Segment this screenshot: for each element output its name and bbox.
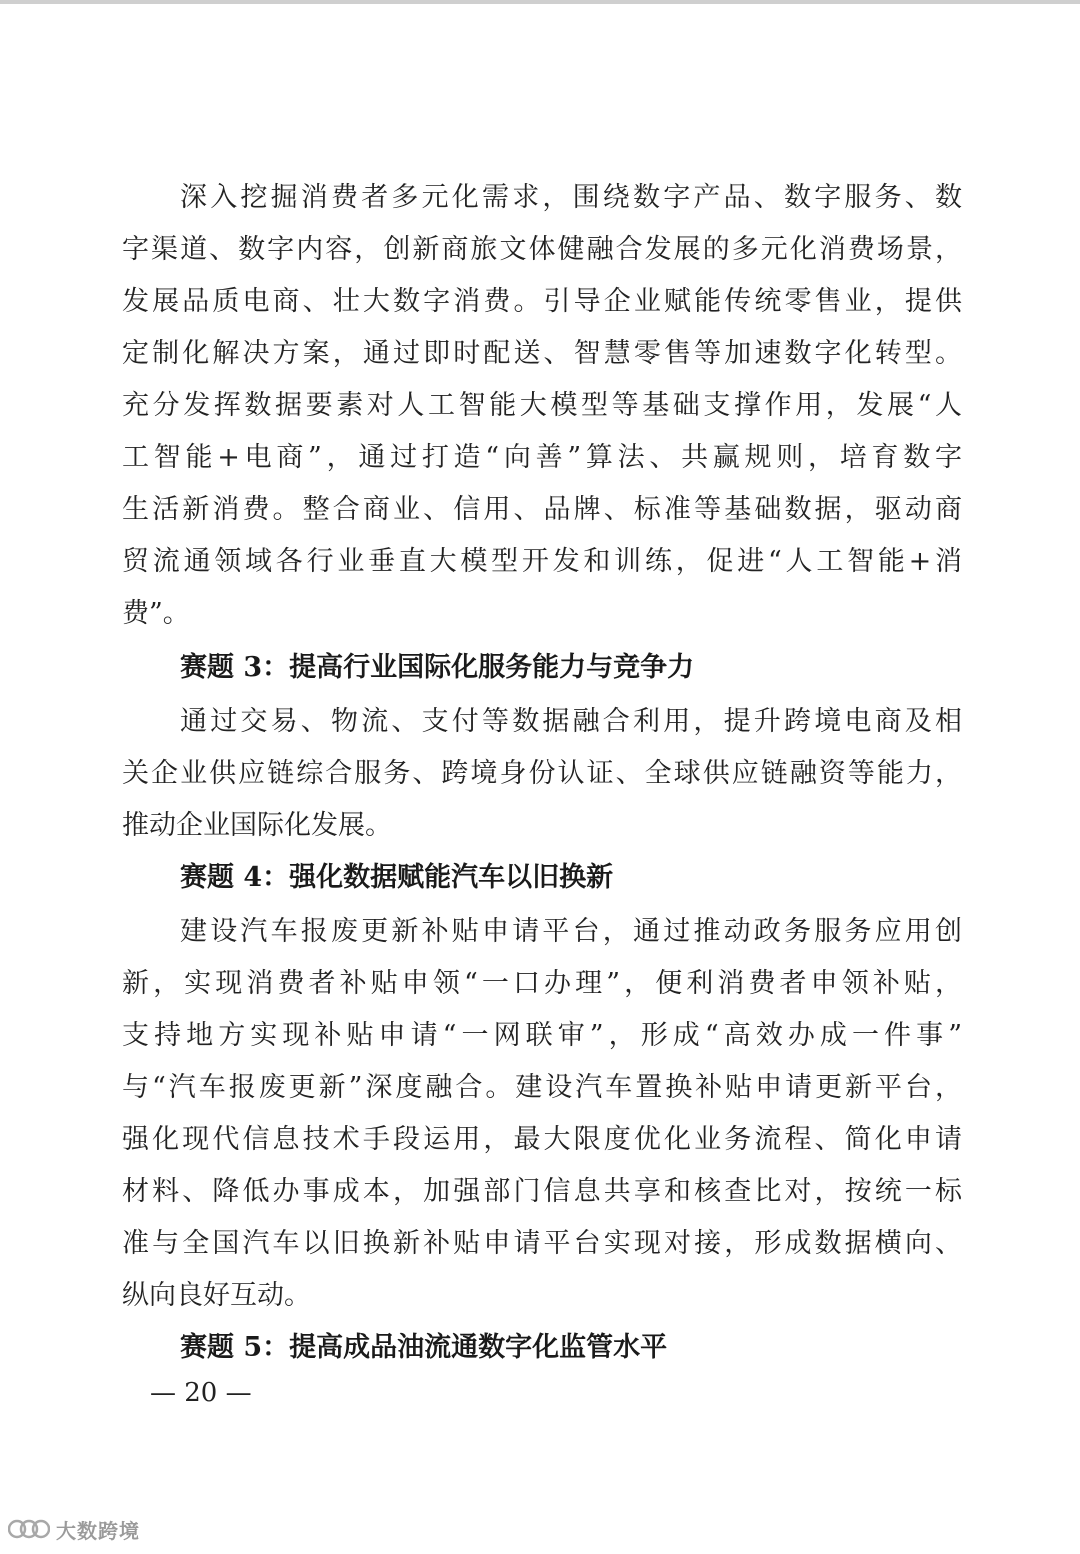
paragraph-2-line-2: 关企业供应链综合服务、跨境身份认证、全球供应链融资等能力， bbox=[122, 758, 962, 789]
paragraph-3-line-6: 材料、降低办事成本，加强部门信息共享和核查比对，按统一标 bbox=[122, 1176, 962, 1207]
paragraph-1-line-8: 贸流通领域各行业垂直大模型开发和训练，促进“人工智能+消 bbox=[122, 546, 962, 577]
paragraph-3-line-4: 与“汽车报废更新”深度融合。建设汽车置换补贴申请更新平台， bbox=[122, 1072, 962, 1103]
paragraph-3-line-2: 新，实现消费者补贴申领“一口办理”，便利消费者申领补贴， bbox=[122, 968, 962, 999]
paragraph-1-line-4: 定制化解决方案，通过即时配送、智慧零售等加速数字化转型。 bbox=[122, 338, 962, 369]
section-heading-5: 赛题 5：提高成品油流通数字化监管水平 bbox=[180, 1332, 668, 1363]
watermark bbox=[8, 1514, 140, 1544]
paragraph-1-line-7: 生活新消费。整合商业、信用、品牌、标准等基础数据，驱动商 bbox=[122, 494, 962, 525]
paragraph-3-line-5: 强化现代信息技术手段运用，最大限度优化业务流程、简化申请 bbox=[122, 1124, 962, 1155]
paragraph-2-line-3: 推动企业国际化发展。 bbox=[122, 810, 392, 841]
paragraph-1-line-5: 充分发挥数据要素对人工智能大模型等基础支撑作用，发展“人 bbox=[122, 390, 962, 421]
paragraph-2-line-1: 通过交易、物流、支付等数据融合利用，提升跨境电商及相 bbox=[180, 706, 962, 737]
page-number: — 20 — bbox=[150, 1378, 252, 1408]
section-heading-4: 赛题 4：强化数据赋能汽车以旧换新 bbox=[180, 862, 614, 893]
scan-top-edge bbox=[0, 0, 1080, 4]
paragraph-1-line-1: 深入挖掘消费者多元化需求，围绕数字产品、数字服务、数 bbox=[180, 182, 962, 213]
paragraph-3-line-8: 纵向良好互动。 bbox=[122, 1280, 311, 1311]
paragraph-3-line-3: 支持地方实现补贴申请“一网联审”，形成“高效办成一件事” bbox=[122, 1020, 962, 1051]
paragraph-3-line-1: 建设汽车报废更新补贴申请平台，通过推动政务服务应用创 bbox=[180, 916, 962, 947]
paragraph-1-line-3: 发展品质电商、壮大数字消费。引导企业赋能传统零售业，提供 bbox=[122, 286, 962, 317]
circle-logo-icon bbox=[8, 1516, 50, 1542]
paragraph-1-line-6: 工智能+电商”，通过打造“向善”算法、共赢规则，培育数字 bbox=[122, 442, 962, 473]
section-heading-3: 赛题 3：提高行业国际化服务能力与竞争力 bbox=[180, 652, 695, 683]
paragraph-3-line-7: 准与全国汽车以旧换新补贴申请平台实现对接，形成数据横向、 bbox=[122, 1228, 962, 1259]
paragraph-1-line-2: 字渠道、数字内容，创新商旅文体健融合发展的多元化消费场景， bbox=[122, 234, 962, 265]
paragraph-1-line-9: 费”。 bbox=[122, 598, 190, 629]
watermark-text: 大数跨境 bbox=[56, 1518, 140, 1543]
